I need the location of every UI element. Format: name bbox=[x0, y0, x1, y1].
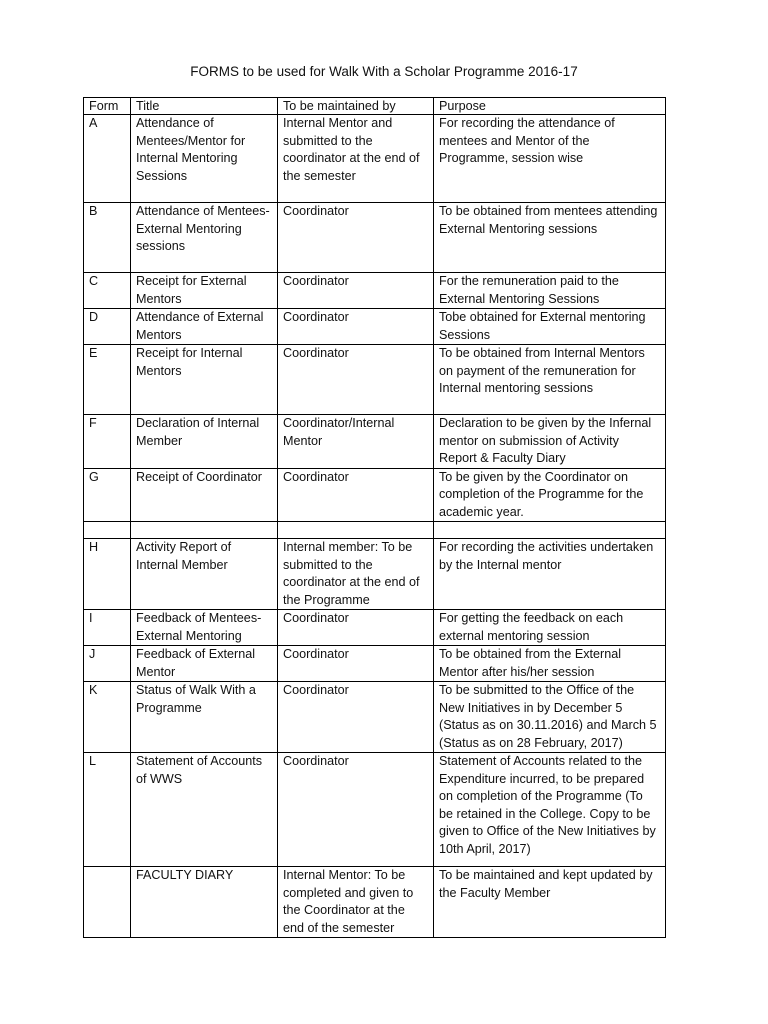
maintained-by-cell: Coordinator bbox=[278, 309, 434, 345]
title-cell: Declaration of Internal Member bbox=[131, 415, 278, 469]
form-cell: K bbox=[84, 682, 131, 753]
form-cell: C bbox=[84, 273, 131, 309]
purpose-cell: For recording the activities undertaken by the Internal mentor bbox=[434, 539, 666, 610]
title-cell: Attendance of External Mentors bbox=[131, 309, 278, 345]
purpose-cell bbox=[434, 522, 666, 539]
maintained-by-cell: Coordinator bbox=[278, 753, 434, 867]
form-cell: L bbox=[84, 753, 131, 867]
purpose-cell: Tobe obtained for External mentoring Sessions bbox=[434, 309, 666, 345]
header-maintained-by: To be maintained by bbox=[278, 98, 434, 115]
header-form: Form bbox=[84, 98, 131, 115]
form-cell: B bbox=[84, 203, 131, 273]
form-cell: D bbox=[84, 309, 131, 345]
table-row bbox=[84, 468, 666, 522]
table-row bbox=[84, 203, 666, 273]
purpose-cell: To be maintained and kept updated by the Faculty Member bbox=[434, 867, 666, 938]
maintained-by-cell: Coordinator bbox=[278, 646, 434, 682]
table-row bbox=[84, 682, 666, 753]
form-cell: F bbox=[84, 415, 131, 469]
purpose-cell: To be obtained from the External Mentor after his/her session bbox=[434, 646, 666, 682]
purpose-cell: To be obtained from mentees attending External Mentoring sessions bbox=[434, 203, 666, 273]
table-row bbox=[84, 646, 666, 682]
purpose-cell: For the remuneration paid to the External Mentoring Sessions bbox=[434, 273, 666, 309]
form-cell: I bbox=[84, 610, 131, 646]
title-cell: Status of Walk With a Programme bbox=[131, 682, 278, 753]
purpose-cell: Declaration to be given by the Infernal mentor on submission of Activity Report & Faculty Diary bbox=[434, 415, 666, 469]
title-cell: Receipt of Coordinator bbox=[131, 468, 278, 522]
table-row bbox=[84, 345, 666, 415]
purpose-cell: For getting the feedback on each external mentoring session bbox=[434, 610, 666, 646]
header-title: Title bbox=[131, 98, 278, 115]
title-cell: Statement of Accounts of WWS bbox=[131, 753, 278, 867]
title-cell: Feedback of Mentees- External Mentoring bbox=[131, 610, 278, 646]
form-cell: E bbox=[84, 345, 131, 415]
form-cell bbox=[84, 867, 131, 938]
maintained-by-cell: Coordinator bbox=[278, 682, 434, 753]
maintained-by-cell: Coordinator bbox=[278, 468, 434, 522]
table-header-row bbox=[84, 98, 666, 115]
form-cell: A bbox=[84, 115, 131, 203]
table-row bbox=[84, 522, 666, 539]
forms-table bbox=[83, 97, 666, 938]
maintained-by-cell: Coordinator bbox=[278, 610, 434, 646]
table-row bbox=[84, 415, 666, 469]
table-row bbox=[84, 273, 666, 309]
maintained-by-cell: Internal member: To be submitted to the coordinator at the end of the Programme bbox=[278, 539, 434, 610]
title-cell bbox=[131, 522, 278, 539]
purpose-cell: Statement of Accounts related to the Expenditure incurred, to be prepared on completion of the Programme (To be retained in the College. Copy to be given to Office of the New Initiatives by 10th April, 2017) bbox=[434, 753, 666, 867]
form-cell: H bbox=[84, 539, 131, 610]
document-title: FORMS to be used for Walk With a Scholar Programme 2016-17 bbox=[190, 64, 578, 79]
purpose-cell: To be given by the Coordinator on completion of the Programme for the academic year. bbox=[434, 468, 666, 522]
title-cell: Feedback of External Mentor bbox=[131, 646, 278, 682]
table-row bbox=[84, 309, 666, 345]
maintained-by-cell: Coordinator/Internal Mentor bbox=[278, 415, 434, 469]
title-cell: Activity Report of Internal Member bbox=[131, 539, 278, 610]
maintained-by-cell: Internal Mentor: To be completed and given to the Coordinator at the end of the semester bbox=[278, 867, 434, 938]
form-cell: J bbox=[84, 646, 131, 682]
maintained-by-cell: Internal Mentor and submitted to the coordinator at the end of the semester bbox=[278, 115, 434, 203]
title-cell: Receipt for External Mentors bbox=[131, 273, 278, 309]
purpose-cell: To be obtained from Internal Mentors on payment of the remuneration for Internal mentoring sessions bbox=[434, 345, 666, 415]
maintained-by-cell bbox=[278, 522, 434, 539]
title-cell: Attendance of Mentees/Mentor for Internal Mentoring Sessions bbox=[131, 115, 278, 203]
purpose-cell: For recording the attendance of mentees and Mentor of the Programme, session wise bbox=[434, 115, 666, 203]
maintained-by-cell: Coordinator bbox=[278, 273, 434, 309]
title-cell: FACULTY DIARY bbox=[131, 867, 278, 938]
title-cell: Attendance of Mentees- External Mentoring sessions bbox=[131, 203, 278, 273]
table-row bbox=[84, 539, 666, 610]
header-purpose: Purpose bbox=[434, 98, 666, 115]
table-row bbox=[84, 115, 666, 203]
form-cell bbox=[84, 522, 131, 539]
maintained-by-cell: Coordinator bbox=[278, 203, 434, 273]
table-row bbox=[84, 610, 666, 646]
title-cell: Receipt for Internal Mentors bbox=[131, 345, 278, 415]
purpose-cell: To be submitted to the Office of the New Initiatives in by December 5 (Status as on 30.11.2016) and March 5 (Status as on 28 February, 2017) bbox=[434, 682, 666, 753]
form-cell: G bbox=[84, 468, 131, 522]
table-row bbox=[84, 753, 666, 867]
table-row bbox=[84, 867, 666, 938]
maintained-by-cell: Coordinator bbox=[278, 345, 434, 415]
